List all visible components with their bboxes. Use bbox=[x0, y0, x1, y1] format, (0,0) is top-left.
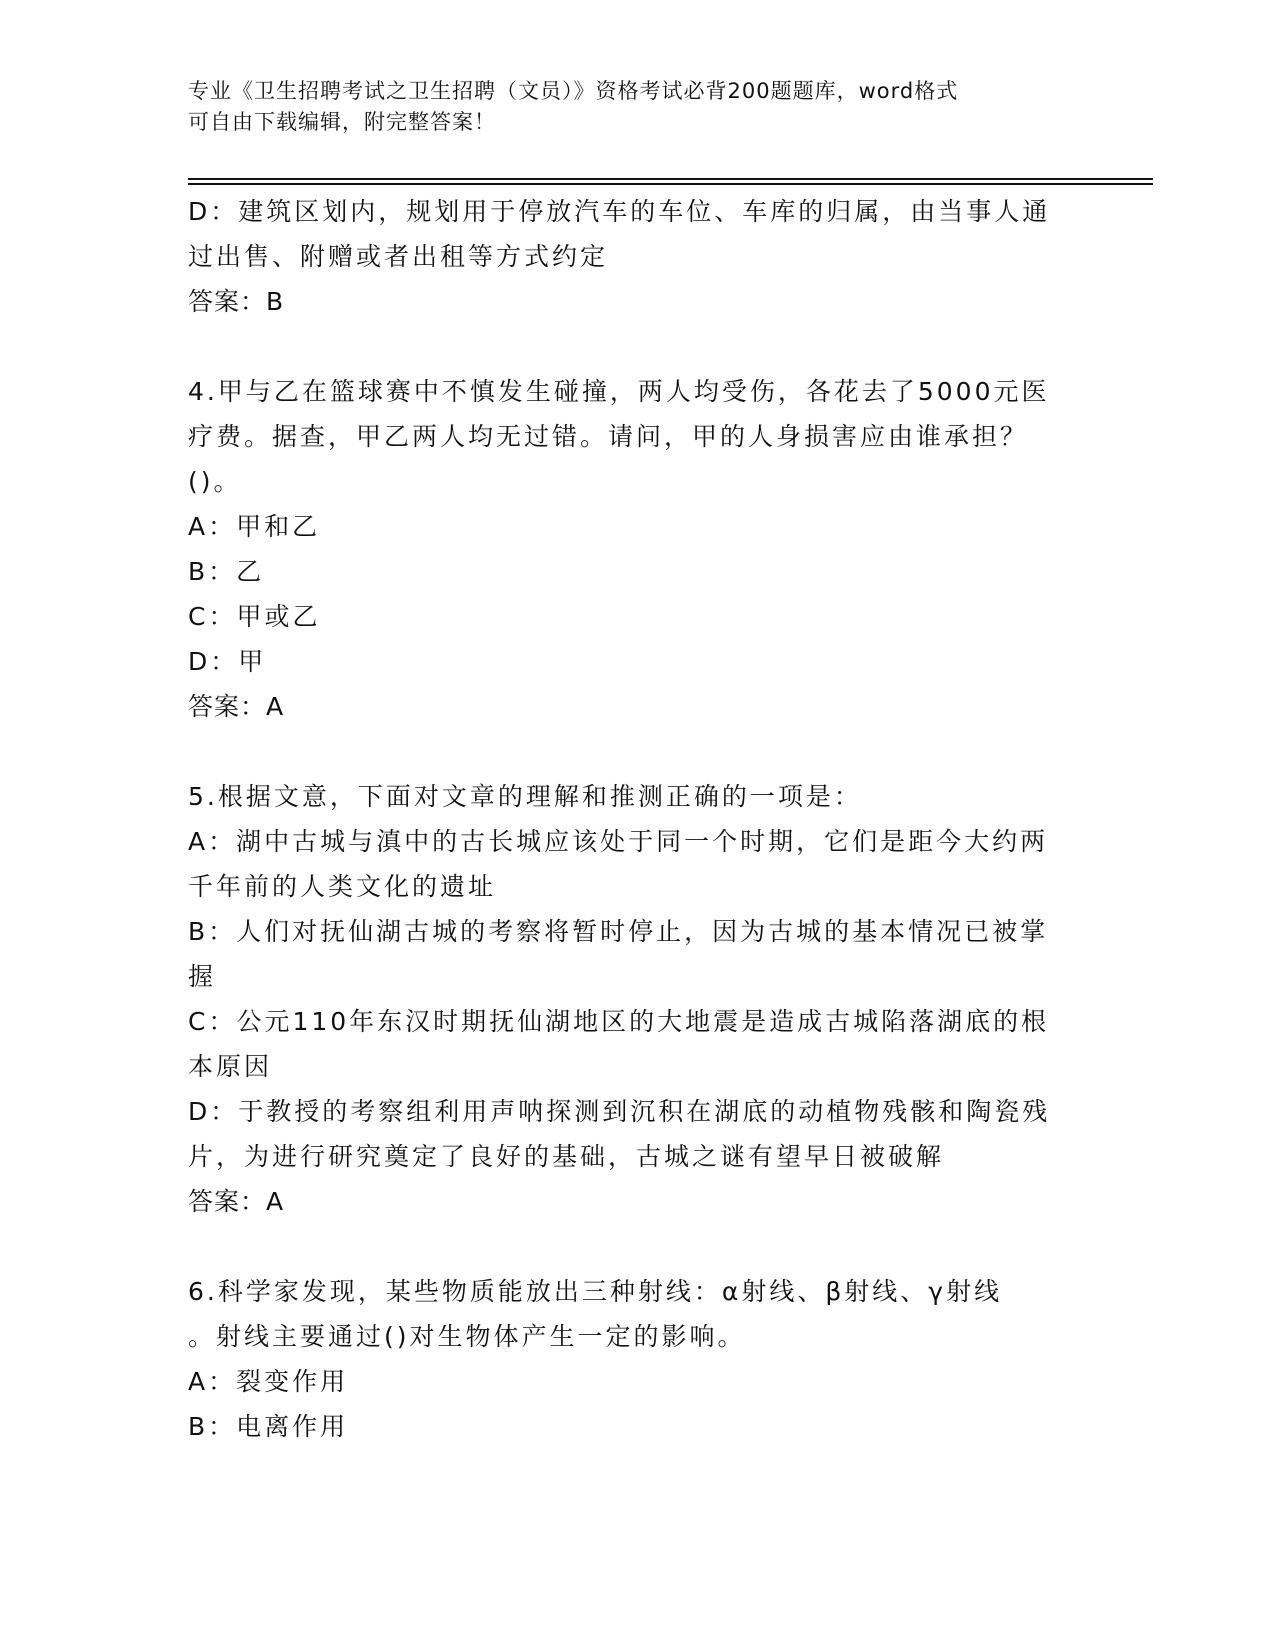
q6-option-b: B：电离作用 bbox=[188, 1412, 349, 1441]
q5-answer: 答案：A bbox=[188, 1187, 285, 1216]
q4-stem-line-1: 4.甲与乙在篮球赛中不慎发生碰撞，两人均受伤，各花去了5000元医 bbox=[188, 377, 1050, 406]
q5-option-a-line-1: A：湖中古城与滇中的古长城应该处于同一个时期，它们是距今大约两 bbox=[188, 827, 1049, 856]
spacer bbox=[188, 324, 1088, 369]
spacer bbox=[188, 729, 1088, 774]
spacer bbox=[188, 1224, 1088, 1269]
q3-answer: 答案：B bbox=[188, 287, 285, 316]
q5-option-c-line-1: C：公元110年东汉时期抚仙湖地区的大地震是造成古城陷落湖底的根 bbox=[188, 1007, 1050, 1036]
q5-stem: 5.根据文意，下面对文章的理解和推测正确的一项是： bbox=[188, 782, 862, 811]
q4-option-a: A：甲和乙 bbox=[188, 512, 321, 541]
q4-stem-line-2: 疗费。据查，甲乙两人均无过错。请问，甲的人身损害应由谁承担？ bbox=[188, 422, 1029, 451]
q6-stem-line-1: 6.科学家发现，某些物质能放出三种射线：α射线、β射线、γ射线 bbox=[188, 1277, 1003, 1306]
question-3-fragment bbox=[188, 189, 1088, 324]
q3-option-d-line-1: D：建筑区划内，规划用于停放汽车的车位、车库的归属，由当事人通 bbox=[188, 197, 1051, 226]
q4-answer: 答案：A bbox=[188, 692, 285, 721]
question-5 bbox=[188, 774, 1088, 1224]
q3-option-d-line-2: 过出售、附赠或者出租等方式约定 bbox=[188, 242, 609, 271]
header-title-line-1: 专业《卫生招聘考试之卫生招聘（文员）》资格考试必背200题题库，word格式 bbox=[188, 79, 959, 103]
q4-stem-line-3: ()。 bbox=[188, 467, 242, 496]
q4-option-c: C：甲或乙 bbox=[188, 602, 321, 631]
q6-option-a: A：裂变作用 bbox=[188, 1367, 349, 1396]
question-4 bbox=[188, 369, 1088, 729]
q4-option-d: D：甲 bbox=[188, 647, 267, 676]
question-content bbox=[188, 189, 1088, 1449]
q5-option-d-line-2: 片，为进行研究奠定了良好的基础，古城之谜有望早日被破解 bbox=[188, 1142, 945, 1171]
q5-option-d-line-1: D：于教授的考察组利用声呐探测到沉积在湖底的动植物残骸和陶瓷残 bbox=[188, 1097, 1051, 1126]
question-6 bbox=[188, 1269, 1088, 1449]
q5-option-a-line-2: 千年前的人类文化的遗址 bbox=[188, 872, 497, 901]
q5-option-c-line-2: 本原因 bbox=[188, 1052, 273, 1081]
page-header bbox=[188, 76, 1078, 138]
header-divider-top bbox=[188, 178, 1153, 180]
q6-stem-line-2: 。射线主要通过()对生物体产生一定的影响。 bbox=[188, 1322, 746, 1351]
q4-option-b: B：乙 bbox=[188, 557, 265, 586]
header-divider-bottom bbox=[188, 183, 1153, 185]
q5-option-b-line-2: 握 bbox=[188, 962, 217, 991]
q5-option-b-line-1: B：人们对抚仙湖古城的考察将暂时停止，因为古城的基本情况已被掌 bbox=[188, 917, 1049, 946]
header-title-line-2: 可自由下载编辑，附完整答案！ bbox=[188, 110, 496, 134]
